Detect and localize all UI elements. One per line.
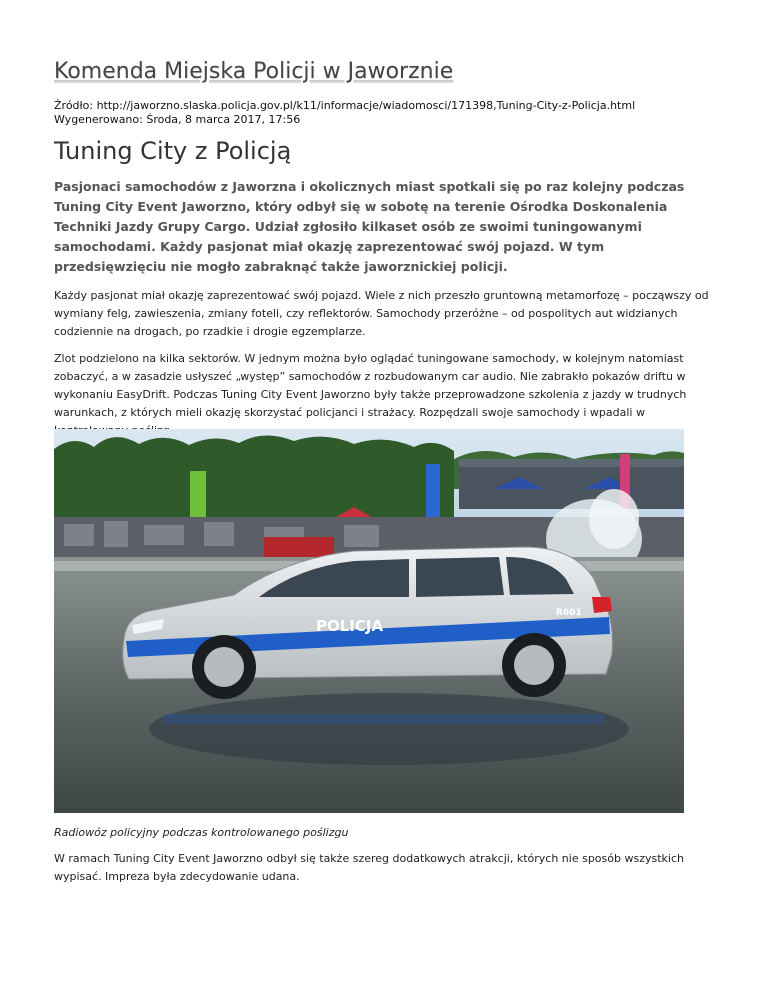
photo-caption: Radiowóz policyjny podczas kontrolowanego poślizgu: [54, 826, 349, 839]
source-line: Źródło: http://jaworzno.slaska.policja.gov.pl/k11/informacje/wiadomosci/171398,Tuning-City-z-Policja.html: [54, 99, 636, 112]
document-meta: [54, 99, 635, 127]
article-paragraph-3: W ramach Tuning City Event Jaworzno odbył się także szereg dodatkowych atrakcji, których nie sposób wszystkich wypisać. Impreza była zdecydowanie udana.: [54, 852, 684, 883]
trees: [54, 435, 454, 524]
car-number: R601: [556, 608, 582, 618]
article-paragraph-1: Każdy pasjonat miał okazję zaprezentować swój pojazd. Wiele z nich przeszło gruntowną metamorfozę – począwszy od wymiany felg, zawieszenia, zmiany foteli, czy reflektorów. Samochody przeróżne – od pospolitych aut widzianych codziennie na drogach, po rzadkie i drogie egzemplarze.: [54, 289, 709, 338]
police-car-photo: [54, 429, 684, 813]
article-lead: Pasjonaci samochodów z Jaworzna i okolicznych miast spotkali się po raz kolejny podczas Tuning City Event Jaworzno, który odbył się w sobotę na terenie Ośrodka Doskonalenia Techniki Jazdy Grupy Cargo. Udział zgłosiło kilkaset osób ze swoimi tuningowanymi samochodami. Każdy pasjonat miał okazję zaprezentować swój pojazd. W tym przedsięwzięciu nie mogło zabraknąć także jaworznickiej policji.: [54, 179, 685, 274]
car-text: POLICJA: [316, 617, 384, 635]
site-title: Komenda Miejska Policji w Jaworznie: [54, 59, 454, 84]
generated-line: Wygenerowano: Środa, 8 marca 2017, 17:56: [54, 113, 301, 126]
article-title: Tuning City z Policją: [54, 137, 292, 165]
car-reflection: [149, 693, 629, 765]
article-paragraph-2: Zlot podzielono na kilka sektorów. W jednym można było oglądać tuningowane samochody, w kolejnym natomiast zobaczyć, a w zasadzie usłyszeć „występ” samochodów z rozbudowanym car audio. Nie zabrakło pokazów driftu w wykonaniu EasyDrift. Podczas Tuning City Event Jaworzno były także przeprowadzone szkolenia z jazdy w trudnych warunkach, z których mieli okazję skorzystać policjanci i strażacy. Rozpędzali swoje samochody i wpadali w: [54, 352, 687, 419]
red-car: [264, 537, 334, 557]
article-photo: [54, 429, 684, 813]
